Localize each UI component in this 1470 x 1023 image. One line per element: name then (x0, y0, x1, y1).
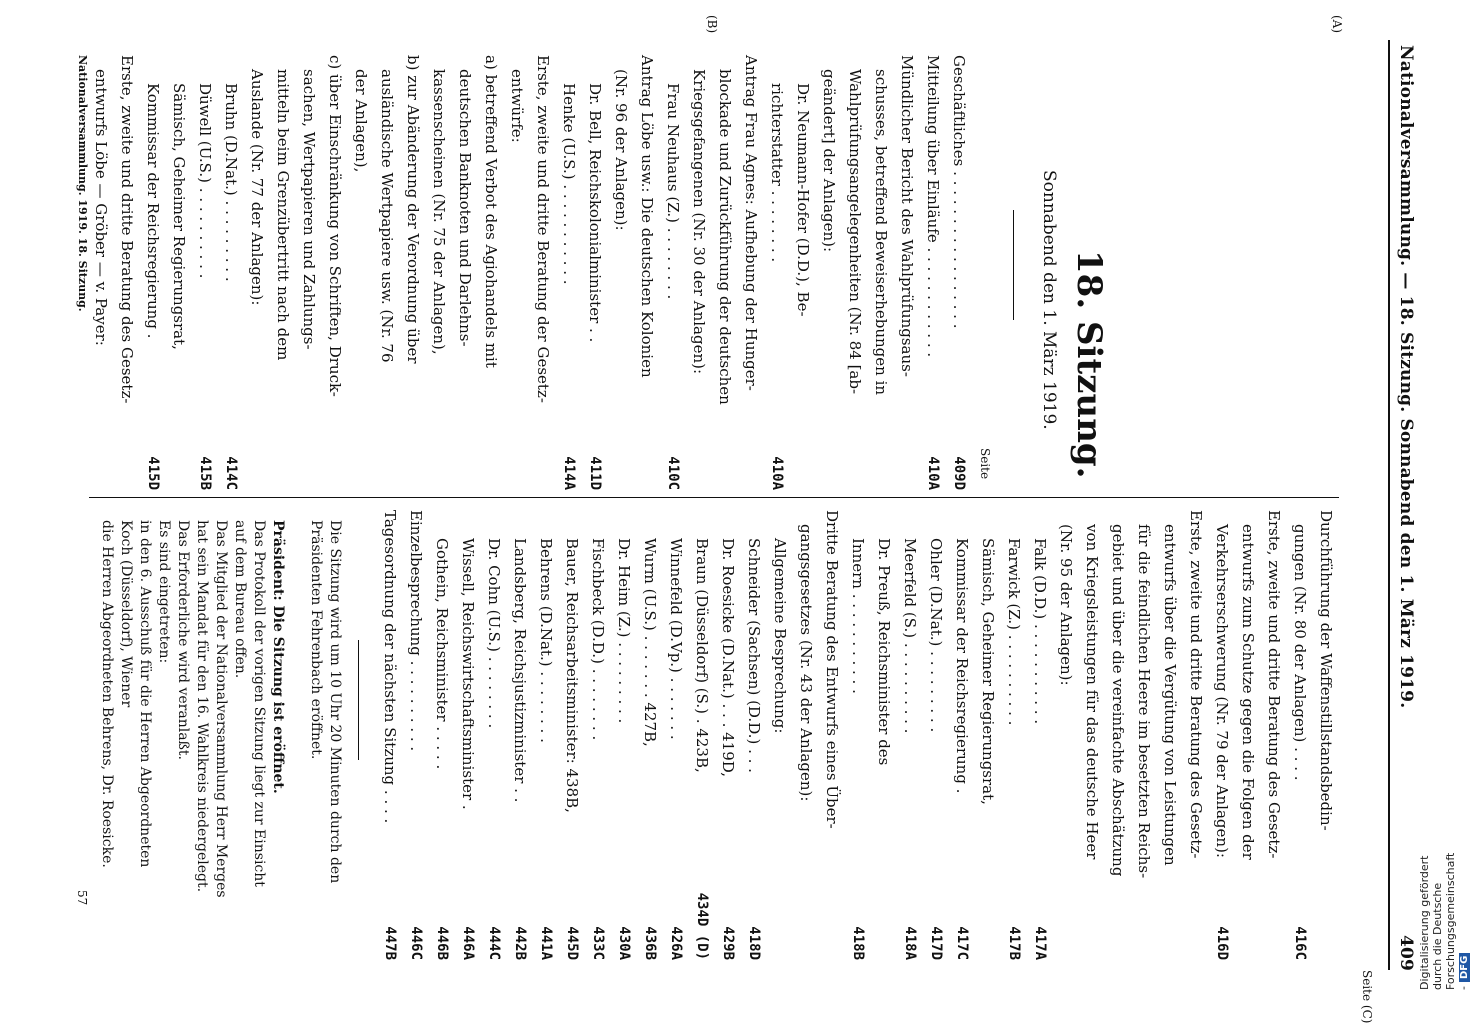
header-rule (1388, 40, 1390, 970)
contents-entry (894, 55, 920, 490)
contents-entry (868, 55, 894, 490)
opening-text-line (287, 520, 306, 960)
contents-entry-text: Kriegsgefangenen (Nr. 30 der Anlagen): (690, 69, 708, 375)
page-reference: 444C (486, 926, 502, 960)
contents-entry-text: Gothein, Reichsminister . . . . . (433, 538, 451, 770)
contents-entry-text: Wahlprüfungsangelegenheiten (Nr. 84 [ab- (846, 69, 864, 395)
contents-entry (637, 510, 663, 960)
contents-entry-text: Landsberg, Reichsjustizminister . . (511, 538, 529, 803)
contents-entry-text: Dr. Heim (Z.) . . . . . . . . . (615, 538, 633, 724)
opening-text-line: Das Protokoll der vorigen Sitzung liegt zur Einsicht (251, 520, 267, 887)
contents-entry-text: Auslande (Nr. 77 der Anlagen): (248, 69, 266, 306)
opening-text-line: Es sind eingetreten: (156, 520, 172, 664)
contents-entry (585, 510, 611, 960)
contents-entry (946, 55, 972, 490)
contents-entry-text: Sämisch, Geheimer Regierungsrat, (979, 538, 997, 805)
title-rule (1013, 210, 1014, 320)
contents-entry (1105, 510, 1131, 960)
page-reference: 417A (1032, 926, 1048, 960)
page-reference: 442B (512, 926, 528, 960)
contents-entry (1235, 510, 1261, 960)
contents-entry (504, 55, 530, 490)
contents-entry (296, 55, 322, 490)
page-reference: 411D (587, 456, 603, 490)
contents-entry-text: Wurm (U.S.) . . . . . . . 427B, (641, 538, 659, 747)
contents-entry (1261, 510, 1287, 960)
contents-entry (114, 55, 140, 490)
page-reference: 434D (D) (694, 892, 710, 960)
contents-entry-text: Kommissar der Reichsregierung . (144, 83, 162, 339)
contents-entry-text: Verkehrserschwerung (Nr. 79 der Anlagen): (1213, 524, 1231, 858)
page-reference: 417B (1006, 926, 1022, 960)
opening-text-line: hat sein Mandat für den 16. Wahlkreis niedergelegt. (194, 520, 210, 893)
contents-entry (530, 55, 556, 490)
contents-entry (507, 510, 533, 960)
contents-entry-text: Wissell, Reichswirtschaftsminister . (459, 538, 477, 810)
opening-text-line: die Herren Abgeordneten Behrens, Dr. Roesicke. (99, 520, 115, 868)
left-footer: Nationalversammlung. 1919. 18. Sitzung. (76, 55, 89, 312)
page-reference: 446B (434, 926, 450, 960)
opening-text-line: Das Erforderliche wird veranlaßt. (175, 520, 191, 760)
contents-entry-text: entwurfs Löbe — Gröber — v. Payer: (92, 69, 110, 346)
section-rule (358, 640, 359, 760)
page-reference: 416D (1214, 926, 1230, 960)
page-reference: 418A (902, 926, 918, 960)
contents-entry-text: Schneider (Sachsen) (D.D.) . . . (745, 538, 763, 773)
contents-entry (1079, 510, 1105, 960)
contents-entry (1183, 510, 1209, 960)
contents-entry-text: Allgemeine Besprechung: (771, 538, 789, 734)
contents-entry-text: Durchführung der Waffenstillstandsbedin- (1317, 510, 1335, 831)
contents-entry (663, 510, 689, 960)
contents-entry-text: entwürfe: (508, 69, 526, 143)
contents-entry-text: ausländische Wertpapiere usw. (Nr. 76 (378, 69, 396, 363)
margin-letter-a: (A) (1330, 15, 1344, 34)
contents-entry-text: a) betreffend Verbot des Agiohandels mit (482, 55, 500, 368)
contents-entry-text: c) über Einschränkung von Schriften, Druck- (326, 55, 344, 397)
page-number: 409 (1396, 935, 1416, 972)
contents-entry-text: von Kriegsleistungen für das deutsche Heer (1083, 524, 1101, 860)
sheet-number: 57 (75, 890, 89, 906)
page-reference: 446A (460, 926, 476, 960)
page-reference: 414C (223, 456, 239, 490)
contents-entry (429, 510, 455, 960)
digitisation-text: Digitalisierung gefördert durch die Deutsche Forschungsgemeinschaft - (1418, 852, 1470, 990)
contents-entry-text: geändert] der Anlagen): (820, 69, 838, 253)
contents-entry-text: Antrag Frau Agnes: Aufhebung der Hunger- (742, 55, 760, 391)
contents-entry (556, 55, 582, 490)
page-reference: 418B (850, 926, 866, 960)
contents-entry (1001, 510, 1027, 960)
opening-text-line: Das Mitglied der Nationalversammlung Herr Merges (213, 520, 229, 898)
contents-entry (140, 55, 166, 490)
contents-entry-text: Dr. Roesicke (D.Nat.) . . . 419D, (719, 538, 737, 778)
contents-entry-text: Düwell (U.S.) . . . . . . . . . . (196, 83, 214, 279)
contents-entry-text: richterstatter . . . . . . . . (768, 83, 786, 263)
contents-entry-text: kassenscheinen (Nr. 75 der Anlagen), (430, 69, 448, 355)
contents-entry-text: blockade und Zurückführung der deutschen (716, 69, 734, 405)
contents-entry-text: entwurfs zum Schutze gegen die Folgen der (1239, 524, 1257, 860)
contents-entry (374, 55, 400, 490)
margin-letter-b: (B) (705, 15, 719, 34)
contents-entry-text: Tagesordnung der nächsten Sitzung . . . . (381, 510, 399, 824)
page-reference: 433C (590, 926, 606, 960)
contents-entry (842, 55, 868, 490)
opening-text-line: in den 6. Ausschuß für die Herren Abgeordneten (137, 520, 153, 868)
contents-entry-text: Winnefeld (D.Vp.) . . . . . . . (667, 538, 685, 740)
page-reference: 410A (769, 456, 785, 490)
contents-entry (686, 55, 712, 490)
contents-entry-text: Erste, zweite und dritte Beratung des Gesetz- (1187, 510, 1205, 859)
contents-entry (741, 510, 767, 960)
contents-entry (764, 55, 790, 490)
contents-entry-text: Dritte Beratung des Entwurfs eines Über- (823, 510, 841, 829)
contents-entry-text: Farwick (Z.) . . . . . . . . . . (1005, 538, 1023, 726)
contents-entry (244, 55, 270, 490)
contents-entry (1313, 510, 1339, 960)
contents-entry (660, 55, 686, 490)
contents-entry (845, 510, 871, 960)
opening-text-line: Präsidenten Fehrenbach eröffnet. (308, 520, 324, 760)
contents-entry-text: Frau Neuhaus (Z.) . . . . . . . . (664, 83, 682, 300)
page-reference: 447B (382, 926, 398, 960)
contents-entry (793, 510, 819, 960)
contents-entry (611, 510, 637, 960)
contents-entry (897, 510, 923, 960)
contents-entry-text: Dr. Bell, Reichskolonialminister . . (586, 83, 604, 343)
page-reference: 417D (928, 926, 944, 960)
contents-entry (712, 55, 738, 490)
contents-entry (455, 510, 481, 960)
page-reference: 429B (720, 926, 736, 960)
contents-entry (871, 510, 897, 960)
contents-entry-text: entwurfs über die Vergütung von Leistungen (1161, 524, 1179, 866)
page-reference: 436B (642, 926, 658, 960)
contents-entry-text: sachen, Wertpapieren und Zahlungs- (300, 69, 318, 350)
contents-entry (452, 55, 478, 490)
page-reference: 418D (746, 926, 762, 960)
dfg-logo: DFG (1459, 953, 1470, 982)
contents-entry-text: gebiet und über die vereinfachte Abschätzung (1109, 524, 1127, 877)
seite-label: Seite (978, 448, 992, 480)
contents-entry-text: Mitteilung über Einläufe . . . . . . . . . . . . (924, 55, 942, 358)
contents-entry-text: Bauer, Reichsarbeitsminister: 438B, (563, 538, 581, 813)
contents-entry-text: schusses, betreffend Beweiserhebungen in (872, 69, 890, 396)
contents-entry-text: Henke (U.S.) . . . . . . . . . . . (560, 83, 578, 285)
contents-entry (218, 55, 244, 490)
page-reference: 416C (1292, 926, 1308, 960)
contents-entry-text: Bruhn (D.Nat.) . . . . . . . . . (222, 83, 240, 282)
session-date: Sonnabend den 1. März 1919. (1039, 170, 1059, 430)
contents-entry (949, 510, 975, 960)
digitisation-note (1418, 853, 1470, 990)
contents-entry (608, 55, 634, 490)
contents-entry (582, 55, 608, 490)
contents-entry-text: für die feindlichen Heere im besetzten Reichs- (1135, 524, 1153, 879)
page-reference: 410C (665, 456, 681, 490)
contents-entry (738, 55, 764, 490)
contents-entry (975, 510, 1001, 960)
contents-entry (923, 510, 949, 960)
contents-entry (715, 510, 741, 960)
contents-entry-text: Dr. Preuß, Reichsminister des (875, 538, 893, 766)
contents-entry (322, 55, 348, 490)
contents-entry (1209, 510, 1235, 960)
contents-entry (1131, 510, 1157, 960)
contents-entry-text: (Nr. 96 der Anlagen): (612, 69, 630, 231)
contents-entry-text: Kommissar der Reichsregierung . (953, 538, 971, 794)
margin-letter-c: Seite (C) (1360, 970, 1374, 1023)
contents-entry-text: Braun (Düsseldorf) (S.) . 423B, (693, 538, 711, 773)
opening-text-line: Präsident: Die Sitzung ist eröffnet. (270, 520, 286, 794)
contents-entry (920, 55, 946, 490)
running-header: Nationalversammlung. — 18. Sitzung. Sonnabend den 1. März 1919. (1396, 45, 1416, 709)
contents-entry (689, 510, 715, 960)
contents-entry-text: gangsgesetzes (Nr. 43 der Anlagen): (797, 524, 815, 802)
contents-entry (634, 55, 660, 490)
contents-entry-text: Falk (D.D.) . . . . . . . . . . . (1031, 538, 1049, 725)
contents-entry-text: Antrag Löbe usw.: Die deutschen Kolonien (638, 55, 656, 378)
contents-entry (819, 510, 845, 960)
contents-entry-text: Ohler (D.Nat.) . . . . . . . . . (927, 538, 945, 733)
contents-entry-text: Dr. Cohn (U.S.) . . . . . . . . (485, 538, 503, 729)
contents-entry (478, 55, 504, 490)
contents-entry-text: Erste, zweite und dritte Beratung der Gesetz- (534, 55, 552, 403)
contents-entry (1157, 510, 1183, 960)
contents-entry-text: Innern . . . . . . . . . . . (849, 538, 867, 694)
contents-entry (400, 55, 426, 490)
contents-entry-text: Fischbeck (D.D.) . . . . . . . . (589, 538, 607, 741)
contents-entry-text: mitteln beim Grenzübertritt nach dem (274, 69, 292, 361)
contents-entry (767, 510, 793, 960)
column-divider (89, 497, 1339, 498)
contents-entry (166, 55, 192, 490)
contents-entry (559, 510, 585, 960)
contents-entry (403, 510, 429, 960)
contents-entry (1027, 510, 1053, 960)
contents-entry (816, 55, 842, 490)
page-reference: 426A (668, 926, 684, 960)
page-reference: 414A (561, 456, 577, 490)
contents-entry (426, 55, 452, 490)
page-reference: 409D (951, 456, 967, 490)
contents-entry-text: gungen (Nr. 80 der Anlagen) . . . . (1291, 524, 1309, 781)
contents-entry-text: Erste, zweite und dritte Beratung des Gesetz- (1265, 510, 1283, 859)
contents-entry (1287, 510, 1313, 960)
contents-entry-text: (Nr. 95 der Anlagen): (1057, 524, 1075, 686)
contents-entry-text: deutschen Banknoten und Darlehns- (456, 69, 474, 347)
contents-entry (1053, 510, 1079, 960)
contents-entry-text: Sämisch, Geheimer Regierungsrat, (170, 83, 188, 350)
contents-entry-text: Geschäftliches . . . . . . . . . . . . . . . . . (950, 55, 968, 329)
opening-text-line: Koch (Düsseldorf), Wiener (118, 520, 134, 708)
contents-entry-text: b) zur Abänderung der Verordnung über (404, 55, 422, 364)
opening-text-line: Die Sitzung wird um 10 Uhr 20 Minuten durch den (327, 520, 343, 884)
contents-entry (192, 55, 218, 490)
opening-text-line: auf dem Bureau offen. (232, 520, 248, 679)
contents-entry (533, 510, 559, 960)
contents-entry (348, 55, 374, 490)
page-reference: 417C (954, 926, 970, 960)
contents-entry-text: Dr. Neumann-Hofer (D.D.), Be- (794, 83, 812, 317)
contents-entry (88, 55, 114, 490)
page-reference: 415D (145, 456, 161, 490)
page-reference: 441A (538, 926, 554, 960)
session-title: 18. Sitzung. (1069, 250, 1109, 479)
contents-entry (377, 510, 403, 960)
contents-entry-text: Erste, zweite und dritte Beratung des Gesetz- (118, 55, 136, 404)
page-reference: 410A (925, 456, 941, 490)
opening-text (97, 520, 344, 960)
contents-entry-text: Meerfeld (S.) . . . . . . . . . . (901, 538, 919, 734)
contents-entry-text: der Anlagen), (352, 69, 370, 173)
page-reference: 430A (616, 926, 632, 960)
contents-entry (270, 55, 296, 490)
page-reference: 446C (408, 926, 424, 960)
contents-entry-text: Behrens (D.Nat.) . . . . . . . . (537, 538, 555, 743)
contents-entry-text: Mündlicher Bericht des Wahlprüfungsaus- (898, 55, 916, 377)
page-reference: 445D (564, 926, 580, 960)
contents-entry (481, 510, 507, 960)
contents-entry-text: Einzelbesprechung . . . . . . . . . . (407, 510, 425, 752)
contents-entry (790, 55, 816, 490)
page-reference: 415B (197, 456, 213, 490)
